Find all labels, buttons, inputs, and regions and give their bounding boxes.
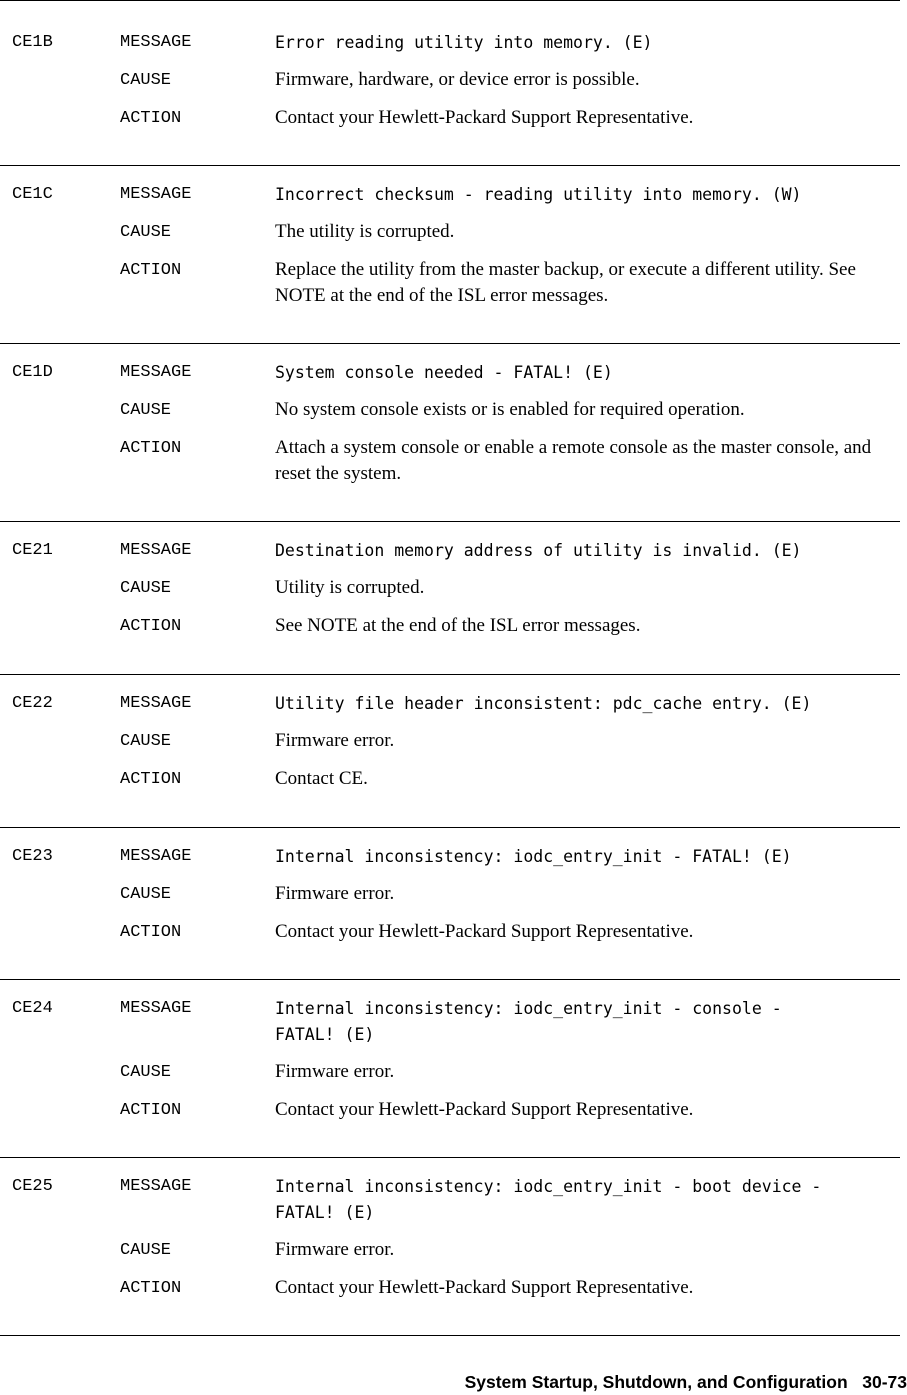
message-label: MESSAGE (120, 185, 192, 204)
message-label: MESSAGE (120, 541, 192, 560)
error-code: CE21 (12, 541, 53, 560)
error-message: Internal inconsistency: iodc_entry_init - FATAL! (E) (275, 847, 792, 866)
error-code: CE1B (12, 33, 53, 52)
action-text: Contact your Hewlett-Packard Support Representative. (275, 1277, 694, 1298)
action-label: ACTION (120, 439, 182, 458)
page-number: 30-73 (862, 1372, 907, 1392)
action-text: Attach a system console or enable a remote console as the master console, and reset the system. (275, 437, 872, 484)
divider (0, 1335, 900, 1336)
divider (0, 979, 900, 980)
divider (0, 674, 900, 675)
error-message: System console needed - FATAL! (E) (275, 363, 613, 382)
cause-text: Firmware error. (275, 1061, 395, 1082)
error-message: Error reading utility into memory. (E) (275, 33, 653, 52)
cause-text: Firmware error. (275, 730, 395, 751)
cause-label: CAUSE (120, 885, 172, 904)
cause-label: CAUSE (120, 732, 172, 751)
error-message: Incorrect checksum - reading utility into memory. (W) (275, 185, 802, 204)
message-label: MESSAGE (120, 1177, 192, 1196)
cause-label: CAUSE (120, 1063, 172, 1082)
cause-text: No system console exists or is enabled for required operation. (275, 399, 745, 420)
message-label: MESSAGE (120, 363, 192, 382)
action-label: ACTION (120, 770, 182, 789)
error-code: CE1D (12, 363, 53, 382)
message-label: MESSAGE (120, 847, 192, 866)
action-label: ACTION (120, 923, 182, 942)
action-label: ACTION (120, 261, 182, 280)
divider (0, 343, 900, 344)
error-message: Destination memory address of utility is invalid. (E) (275, 541, 802, 560)
footer-section-title: System Startup, Shutdown, and Configuration (464, 1372, 848, 1392)
cause-text: Firmware, hardware, or device error is possible. (275, 69, 640, 90)
error-message: Utility file header inconsistent: pdc_cache entry. (E) (275, 694, 812, 713)
action-label: ACTION (120, 617, 182, 636)
error-code: CE23 (12, 847, 53, 866)
cause-text: Firmware error. (275, 883, 395, 904)
action-text: Contact CE. (275, 768, 368, 789)
message-label: MESSAGE (120, 33, 192, 52)
action-label: ACTION (120, 1101, 182, 1120)
cause-label: CAUSE (120, 1241, 172, 1260)
cause-label: CAUSE (120, 71, 172, 90)
error-code: CE24 (12, 999, 53, 1018)
action-label: ACTION (120, 109, 182, 128)
cause-label: CAUSE (120, 401, 172, 420)
divider (0, 1157, 900, 1158)
divider (0, 0, 900, 1)
action-text: Contact your Hewlett-Packard Support Representative. (275, 1099, 694, 1120)
action-text: Replace the utility from the master backup, or execute a different utility. See NOTE at the end of the ISL error messages. (275, 259, 856, 306)
error-code: CE1C (12, 185, 53, 204)
action-label: ACTION (120, 1279, 182, 1298)
cause-text: Utility is corrupted. (275, 577, 425, 598)
page-footer (465, 1369, 907, 1395)
action-text: See NOTE at the end of the ISL error messages. (275, 615, 641, 636)
cause-text: The utility is corrupted. (275, 221, 455, 242)
action-text: Contact your Hewlett-Packard Support Representative. (275, 107, 694, 128)
divider (0, 165, 900, 166)
message-label: MESSAGE (120, 694, 192, 713)
cause-label: CAUSE (120, 223, 172, 242)
error-message: Internal inconsistency: iodc_entry_init - boot device - FATAL! (E) (275, 1177, 822, 1222)
error-code: CE25 (12, 1177, 53, 1196)
error-message: Internal inconsistency: iodc_entry_init - console - FATAL! (E) (275, 999, 782, 1044)
action-text: Contact your Hewlett-Packard Support Representative. (275, 921, 694, 942)
error-code: CE22 (12, 694, 53, 713)
cause-label: CAUSE (120, 579, 172, 598)
message-label: MESSAGE (120, 999, 192, 1018)
divider (0, 521, 900, 522)
cause-text: Firmware error. (275, 1239, 395, 1260)
divider (0, 827, 900, 828)
